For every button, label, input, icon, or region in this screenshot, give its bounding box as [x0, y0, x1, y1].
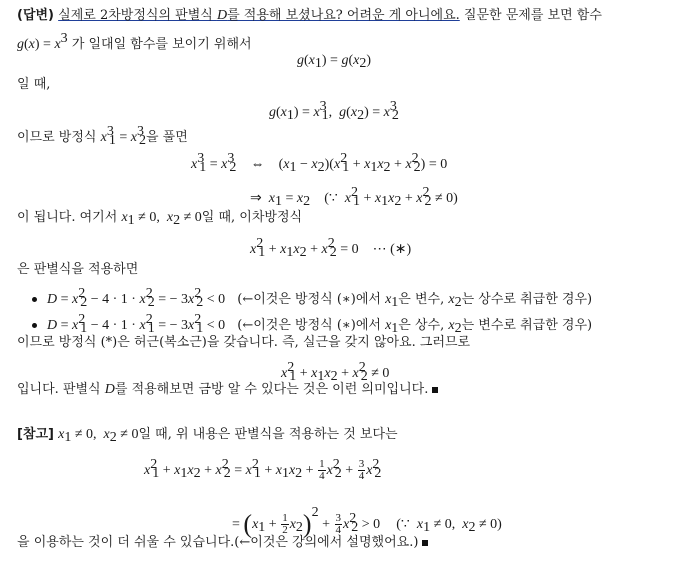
eq-complete-square-2: = ($x_1$ + $\frac{1}{2}$ $x_2)^2$ + $\frac{3}{4}$ $x^2_2 > 0$ (∵ $x_1 \ne 0$, $x_2 \ne 0$)	[232, 505, 502, 539]
answer-tag: (답변)	[17, 8, 54, 23]
becomes-line: 이 됩니다. 여기서 $x_1 \ne 0$, $x_2 \ne 0$일 때, 이차방정식	[17, 210, 303, 228]
answer-line-2: $g(x) = x^3$ 가 일대일 함수를 보이기 위해서	[17, 31, 252, 52]
conclusion-line: 입니다. 판별식 D를 적용해보면 금방 알 수 있다는 것은 이런 의미입니다.	[17, 382, 438, 398]
reference-closing: 을 이용하는 것이 더 쉬울 수 있습니다.(←이것은 강의에서 설명했어요.)	[17, 535, 428, 551]
eq-g-values: $g(x_1) = x^3_1$, $g(x_2) = x^3_2$	[269, 99, 399, 123]
eq-factor: $x^3_1 = x^3_2$ ⇔ $(x_1 - x_2)(x^2_1 + x_1x_2 + x^2_2) = 0$	[191, 151, 448, 175]
bullet-item-1: $D = x^2_2 - 4 \cdot 1 \cdot x^2_2$ = − $3x^2_2 < 0$ (←이것은 방정식 (∗)에서 $x_1$은 변수, $x_2$는 상수로 취급한 경우)	[32, 286, 592, 311]
black-square-icon	[432, 387, 438, 393]
when-line: 일 때,	[17, 77, 51, 92]
answer-line-1	[17, 8, 602, 24]
reference-line-1: [참고] $x_1 \ne 0$, $x_2 \ne 0$일 때, 위 내용은 판별식을 적용하는 것 보다는	[17, 427, 398, 445]
math-gx: g	[17, 37, 24, 52]
reference-tag: [참고]	[17, 427, 54, 442]
func-line-rest: 가 일대일 함수를 보이기 위해서	[71, 37, 252, 52]
bullet-item-2: $D = x^2_1 - 4 \cdot 1 \cdot x^2_1$ = − $3x^2_1 < 0$ (←이것은 방정식 (∗)에서 $x_1$은 상수, $x_2$는 변수로 취급한 경우)	[32, 312, 592, 337]
eq-g-equal: $g(x_1) = g(x_2)$	[297, 53, 372, 71]
eq-quadratic-star: $x^2_1 + x_1x_2 + x^2_2 = 0$ ⋯ (∗)	[250, 236, 412, 260]
imaginary-roots-line: 이므로 방정식 (*)은 허근(복소근)을 갖습니다. 즉, 실근을 갖지 않아요. 그러므로	[17, 335, 471, 350]
eq-complete-square-1: $x^2_1 + x_1x_2 + x^2_2 = x^2_1 + x_1x_2$ + $\frac{1}{4}$ $x^2_2$ + $\frac{3}{4}$ $x^2_2$	[144, 457, 382, 482]
bullet-dot-icon	[32, 323, 37, 328]
eq-nonzero: $x^2_1 + x_1x_2 + x^2_2 \ne 0$	[281, 360, 390, 384]
equation-intro-line: 이므로 방정식 $x^3_1 = x^3_2$을 풀면	[17, 124, 188, 148]
answer-intro-rest: 질문한 문제를 보면 함수	[463, 8, 602, 23]
discriminant-intro: 은 판별식을 적용하면	[17, 262, 139, 277]
eq-implies: ⇒ $x_1 = x_2$ (∵ $x^2_1 + x_1x_2 + x^2_2 \ne 0$)	[250, 185, 458, 209]
bullet-dot-icon	[32, 297, 37, 302]
answer-intro-underlined: 실제로 2차방정식의 판별식 D를 적용해 보셨나요? 어려운 게 아니에요.	[58, 8, 460, 23]
black-square-icon	[422, 540, 428, 546]
